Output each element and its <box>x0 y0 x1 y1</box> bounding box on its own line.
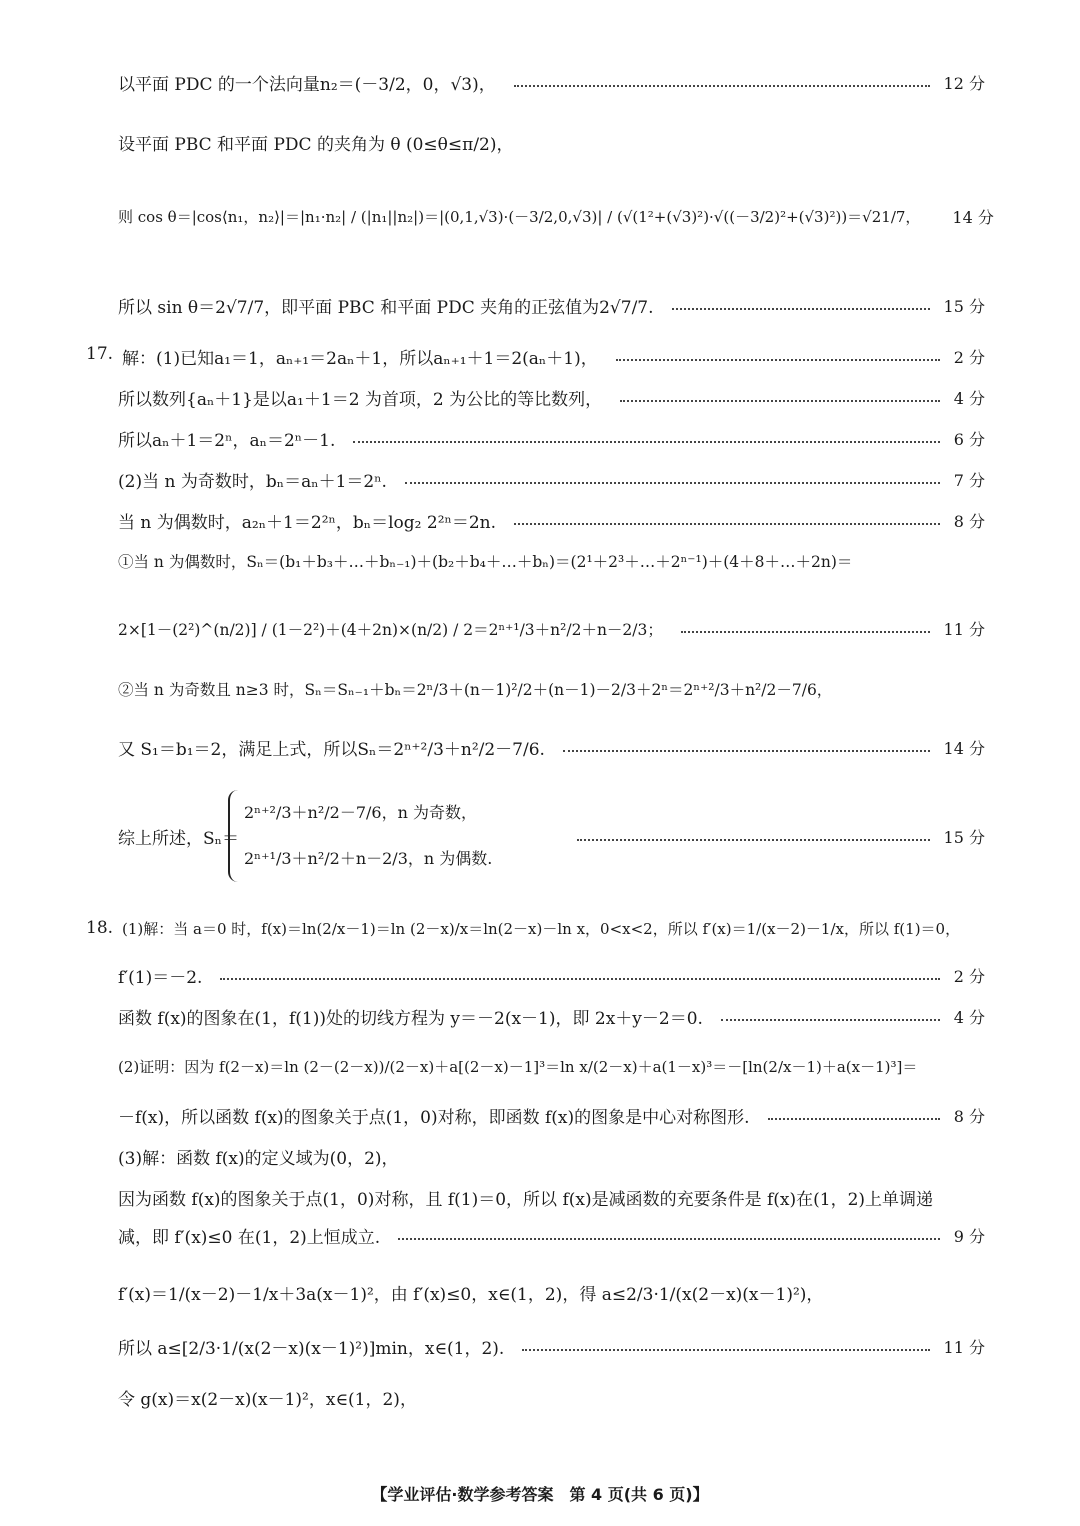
score-label: 7 分 <box>953 471 985 490</box>
line-18-5 <box>118 1103 985 1128</box>
score-label: 11 分 <box>943 1338 985 1357</box>
case-odd: 2ⁿ⁺²/3＋n²/2－7/6，n 为奇数， <box>244 803 477 822</box>
dot-leader <box>514 85 930 87</box>
line-text: 函数 f(x)的图象在(1，f(1))处的切线方程为 y＝－2(x－1)，即 2x＋y－2＝0. <box>118 1009 703 1029</box>
dot-leader <box>405 482 940 484</box>
line-17-6 <box>118 550 985 572</box>
line-text: －f(x)，所以函数 f(x)的图象关于点(1，0)对称，即函数 f(x)的图象是中心对称图形. <box>118 1108 750 1128</box>
line-text: ①当 n 为偶数时，Sₙ＝(b₁＋b₃＋…＋bₙ₋₁)＋(b₂＋b₄＋…＋bₙ)＝(2¹＋2³＋…＋2ⁿ⁻¹)＋(4＋8＋…＋2n)＝ <box>118 553 853 571</box>
score-label: 11 分 <box>943 620 985 639</box>
score-label: 8 分 <box>953 512 985 531</box>
dot-leader <box>353 441 939 443</box>
line-17-8 <box>118 678 985 700</box>
score-label: 6 分 <box>953 430 985 449</box>
problem-number-17: 17. <box>86 344 114 364</box>
line-text: 所以 sin θ＝2√7/7，即平面 PBC 和平面 PDC 夹角的正弦值为2√7/7. <box>118 298 654 318</box>
score-label: 4 分 <box>953 1008 985 1027</box>
problem-number-18: 18. <box>86 918 114 938</box>
line-18-4 <box>118 1056 985 1077</box>
line-17-2 <box>118 385 985 410</box>
line-17-3 <box>118 426 985 451</box>
score-label: 15 分 <box>943 828 985 847</box>
score-label: 4 分 <box>953 389 985 408</box>
line-18-7 <box>118 1185 985 1210</box>
dot-leader <box>672 308 930 310</box>
line-text: 则 cos θ＝|cos⟨n₁，n₂⟩|＝|n₁·n₂| / (|n₁||n₂|)＝|(0,1,√3)·(－3/2,0,√3)| / (√(1²+(√3)²)·√((－3/2)²+(√3)²))＝√21/7， <box>118 208 921 226</box>
line-17-7 <box>118 617 985 640</box>
line-text: (2)当 n 为奇数时，bₙ＝aₙ＋1＝2ⁿ. <box>118 472 387 492</box>
line-sin-theta <box>118 293 985 318</box>
case-brace <box>228 790 244 882</box>
page-footer: 【学业评估·数学参考答案 第 4 页(共 6 页)】 <box>371 1485 709 1504</box>
line-angle-def <box>118 130 985 155</box>
score-label: 12 分 <box>943 74 985 93</box>
dot-leader <box>616 359 940 361</box>
dot-leader <box>398 1238 940 1240</box>
line-text: 综上所述，Sₙ＝ <box>118 829 240 849</box>
line-text: (2)证明：因为 f(2－x)＝ln (2－(2－x))/(2－x)＋a[(2－x)－1]³＝ln x/(2－x)＋a(1－x)³＝－[ln(2/x－1)＋a(x－1)³]＝ <box>118 1058 918 1076</box>
score-label: 8 分 <box>953 1107 985 1126</box>
line-18-1 <box>122 918 985 939</box>
dot-leader <box>220 978 939 980</box>
line-text: 减，即 f′(x)≤0 在(1，2)上恒成立. <box>118 1228 381 1248</box>
line-18-2 <box>118 963 985 988</box>
line-text: 设平面 PBC 和平面 PDC 的夹角为 θ (0≤θ≤π/2)， <box>118 135 514 155</box>
line-text: 解：(1)已知a₁＝1，aₙ₊₁＝2aₙ＋1，所以aₙ₊₁＋1＝2(aₙ＋1)， <box>122 349 598 369</box>
line-text: 当 n 为偶数时，a₂ₙ＋1＝2²ⁿ，bₙ＝log₂ 2²ⁿ＝2n. <box>118 513 497 533</box>
line-text: 2×[1－(2²)^(n/2)] / (1－2²)＋(4＋2n)×(n/2) / 2＝2ⁿ⁺¹/3＋n²/2＋n－2/3； <box>118 620 663 639</box>
line-text: (1)解：当 a＝0 时，f(x)＝ln(2/x－1)＝ln (2－x)/x＝ln(2－x)－ln x，0<x<2，所以 f′(x)＝1/(x－2)－1/x，所以 f(1)＝0， <box>122 920 961 938</box>
line-17-5 <box>118 508 985 533</box>
line-text: 所以数列{aₙ＋1}是以a₁＋1＝2 为首项，2 为公比的等比数列， <box>118 390 603 410</box>
line-18-8 <box>118 1223 985 1248</box>
line-text: 以平面 PDC 的一个法向量n₂＝(－3/2，0，√3)， <box>118 75 496 95</box>
line-normal-vector <box>118 70 985 95</box>
dot-leader <box>563 750 930 752</box>
dot-leader <box>721 1019 940 1021</box>
score-label: 14 分 <box>952 208 994 227</box>
case-lines <box>244 790 492 882</box>
line-18-10 <box>118 1334 985 1359</box>
dot-leader <box>514 523 940 525</box>
line-17-9 <box>118 735 985 760</box>
score-label: 15 分 <box>943 297 985 316</box>
line-text: 又 S₁＝b₁＝2，满足上式，所以Sₙ＝2ⁿ⁺²/3＋n²/2－7/6. <box>118 740 545 760</box>
dot-leader <box>577 839 930 841</box>
line-text: f′(x)＝1/(x－2)－1/x＋3a(x－1)²，由 f′(x)≤0，x∈(1，2)，得 a≤2/3·1/(x(2－x)(x－1)²)， <box>118 1285 824 1305</box>
dot-leader <box>522 1349 929 1351</box>
dot-leader <box>768 1118 940 1120</box>
line-18-11 <box>118 1385 985 1410</box>
score-label: 14 分 <box>943 739 985 758</box>
dot-leader <box>620 400 940 402</box>
line-text: (3)解：函数 f(x)的定义域为(0，2)， <box>118 1149 399 1169</box>
line-17-1 <box>122 344 985 369</box>
line-18-6 <box>118 1144 985 1169</box>
line-text: ②当 n 为奇数且 n≥3 时，Sₙ＝Sₙ₋₁＋bₙ＝2ⁿ/3＋(n－1)²/2＋(n－1)－2/3＋2ⁿ＝2ⁿ⁺²/3＋n²/2－7/6， <box>118 681 833 699</box>
line-text: f′(1)＝－2. <box>118 968 203 988</box>
line-text: 所以 a≤[2/3·1/(x(2－x)(x－1)²)]min，x∈(1，2). <box>118 1339 505 1359</box>
line-text: 令 g(x)＝x(2－x)(x－1)²，x∈(1，2)， <box>118 1390 417 1410</box>
dot-leader <box>681 631 930 633</box>
line-17-4 <box>118 467 985 492</box>
line-18-9 <box>118 1280 985 1305</box>
line-18-3 <box>118 1004 985 1029</box>
line-text: 所以aₙ＋1＝2ⁿ，aₙ＝2ⁿ－1. <box>118 431 336 451</box>
line-cos-theta <box>118 205 994 228</box>
score-label: 9 分 <box>953 1227 985 1246</box>
case-even: 2ⁿ⁺¹/3＋n²/2＋n－2/3，n 为偶数. <box>244 849 493 868</box>
score-label: 2 分 <box>953 967 985 986</box>
line-text: 因为函数 f(x)的图象关于点(1，0)对称，且 f(1)＝0，所以 f(x)是减函数的充要条件是 f(x)在(1，2)上单调递 <box>118 1190 934 1210</box>
score-label: 2 分 <box>953 348 985 367</box>
